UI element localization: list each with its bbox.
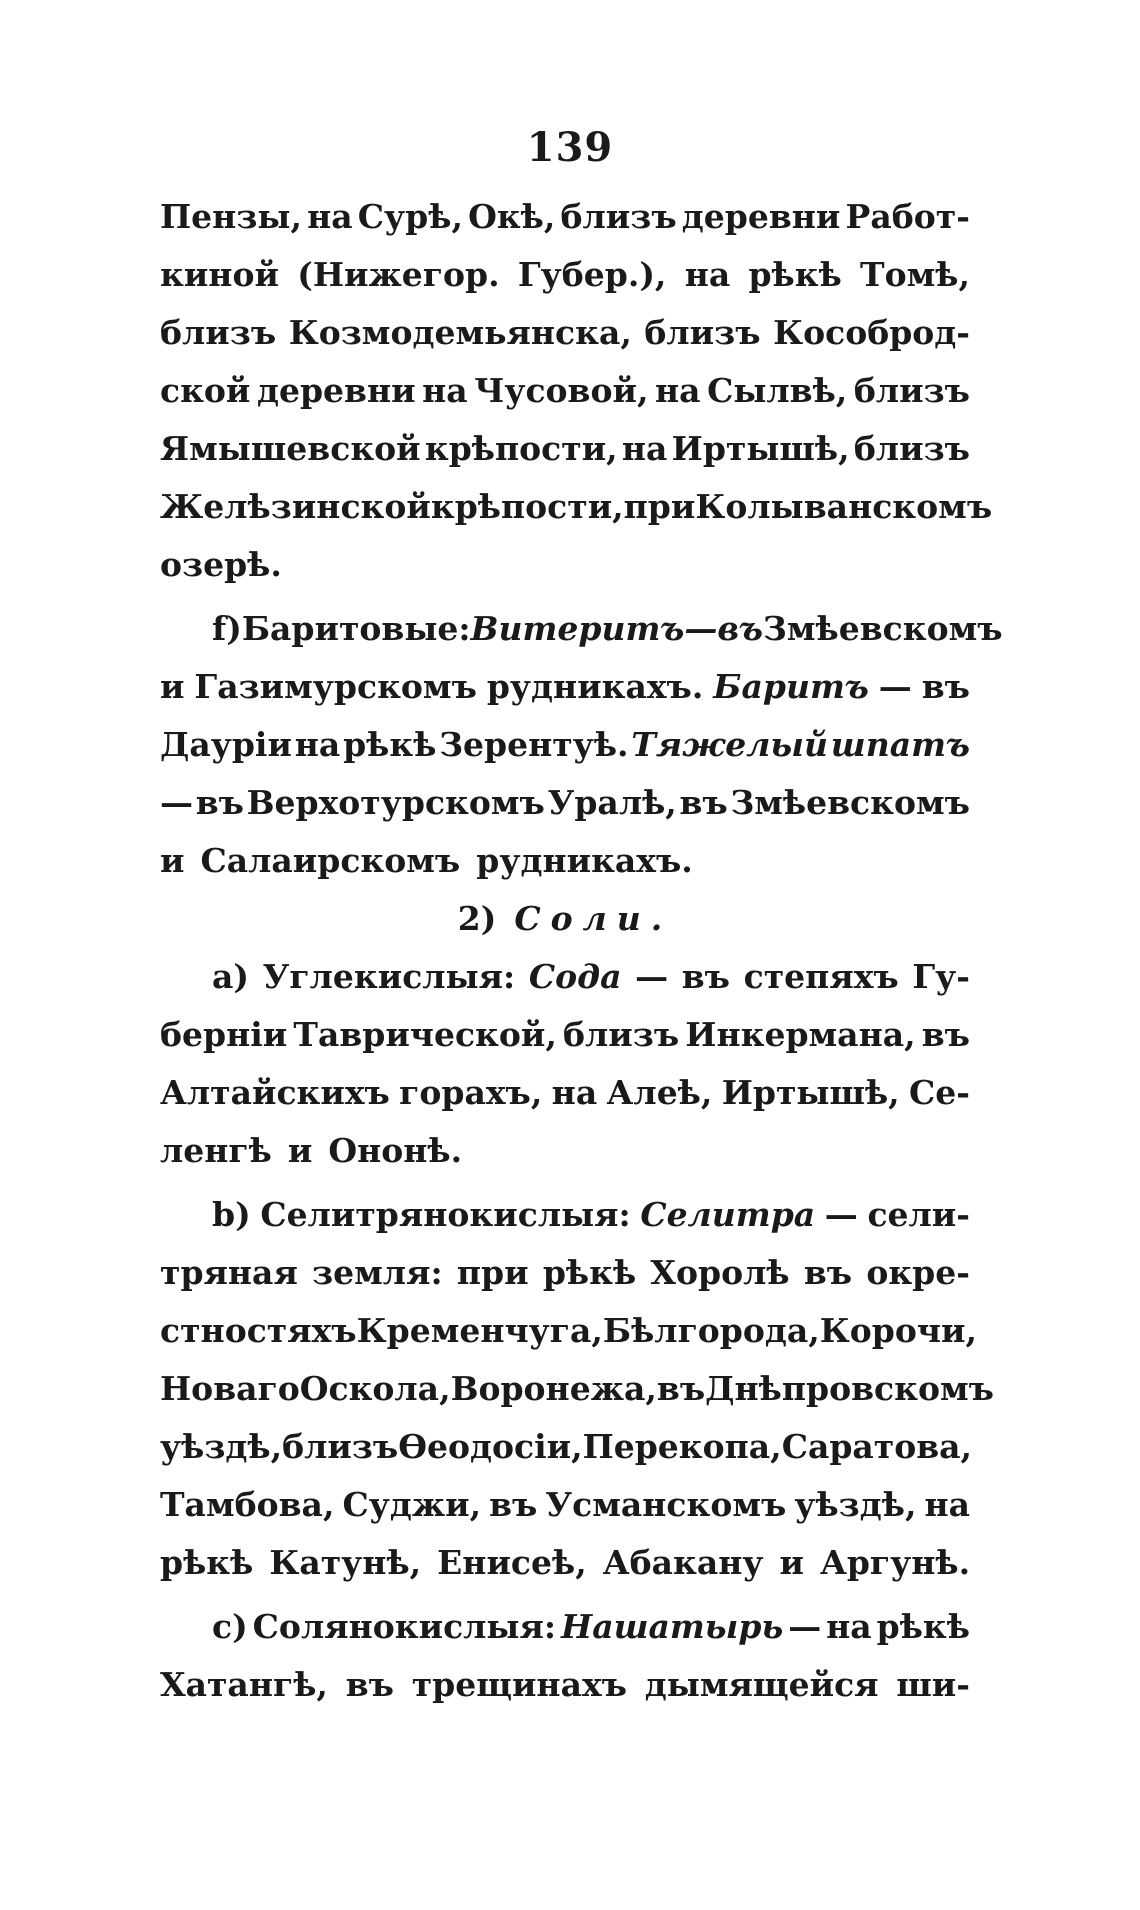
text-line bbox=[160, 1006, 970, 1064]
word: и bbox=[779, 1543, 804, 1582]
text-line bbox=[160, 1064, 970, 1122]
word: въ bbox=[345, 1665, 394, 1704]
word: на bbox=[621, 429, 668, 468]
word: Змѣевскомъ bbox=[730, 783, 970, 822]
word: и bbox=[160, 667, 185, 706]
word: рѣкѣ bbox=[542, 1253, 637, 1292]
word: Солянокислыя: bbox=[252, 1607, 557, 1646]
text-line bbox=[160, 1476, 970, 1534]
word: Соли. bbox=[514, 899, 673, 938]
word: степяхъ bbox=[743, 957, 899, 996]
word: — bbox=[878, 667, 912, 706]
word: Губер.), bbox=[517, 255, 667, 294]
word: ленгѣ bbox=[160, 1131, 272, 1170]
text-line bbox=[160, 246, 970, 304]
text-line bbox=[160, 1302, 977, 1360]
word: близъ bbox=[644, 313, 761, 352]
word: окре- bbox=[866, 1253, 970, 1292]
word: рѣкѣ bbox=[876, 1607, 970, 1646]
word: Змѣевскомъ bbox=[763, 609, 1003, 648]
text-line bbox=[160, 600, 1003, 658]
word: и bbox=[160, 841, 185, 880]
word: сели- bbox=[867, 1195, 970, 1234]
word: Бѣлгорода, bbox=[602, 1311, 820, 1350]
word: Енисеѣ, bbox=[437, 1543, 587, 1582]
text-line bbox=[160, 1534, 970, 1592]
text-line bbox=[160, 304, 970, 362]
word: Салаирскомъ bbox=[200, 841, 461, 880]
word: близъ bbox=[560, 197, 677, 236]
word: рѣкѣ bbox=[343, 725, 437, 764]
text-line bbox=[160, 362, 970, 420]
word: близъ bbox=[282, 1427, 399, 1466]
word: a) bbox=[212, 957, 249, 996]
word: горахъ, bbox=[399, 1073, 543, 1112]
word: Абакану bbox=[602, 1543, 764, 1582]
word: b) bbox=[212, 1195, 251, 1234]
word: на bbox=[924, 1485, 970, 1524]
word: крѣпости, bbox=[424, 429, 618, 468]
word: Колыванскомъ bbox=[695, 487, 993, 526]
word: Нашатырь bbox=[561, 1607, 784, 1646]
word: Новаго bbox=[160, 1369, 300, 1408]
word: Се- bbox=[909, 1073, 970, 1112]
word: Ононѣ. bbox=[328, 1131, 463, 1170]
word: 2) bbox=[457, 899, 497, 938]
word: Иртышѣ, bbox=[671, 429, 850, 468]
word: уѣздѣ, bbox=[794, 1485, 917, 1524]
word: Катунѣ, bbox=[269, 1543, 422, 1582]
word: Воронежа, bbox=[450, 1369, 657, 1408]
word: на bbox=[422, 371, 468, 410]
word: Газимурскомъ bbox=[194, 667, 477, 706]
text-line bbox=[160, 1186, 970, 1244]
word: уѣздѣ, bbox=[160, 1427, 283, 1466]
word: Селитра bbox=[640, 1195, 816, 1234]
word: берніи bbox=[160, 1015, 288, 1054]
word: при bbox=[456, 1253, 529, 1292]
text-line bbox=[160, 1656, 970, 1714]
text-line bbox=[160, 948, 970, 1006]
word: киной bbox=[160, 255, 279, 294]
word: крѣпости, bbox=[430, 487, 624, 526]
word: ши- bbox=[896, 1665, 970, 1704]
word: на bbox=[307, 197, 353, 236]
word: Верхотурскомъ bbox=[246, 783, 545, 822]
word: дымящейся bbox=[644, 1665, 879, 1704]
word: Инкермана, bbox=[685, 1015, 916, 1054]
word: трещинахъ bbox=[411, 1665, 627, 1704]
word: Алтайскихъ bbox=[160, 1073, 390, 1112]
word: Алеѣ, bbox=[606, 1073, 713, 1112]
word: ской bbox=[160, 371, 251, 410]
word: на bbox=[551, 1073, 598, 1112]
word: Чусовой, bbox=[474, 371, 649, 410]
word: близъ bbox=[853, 429, 970, 468]
word: тряная bbox=[160, 1253, 298, 1292]
word: рудникахъ. bbox=[476, 841, 693, 880]
word: земля: bbox=[312, 1253, 443, 1292]
word: и bbox=[287, 1131, 313, 1170]
word: въ bbox=[681, 957, 730, 996]
word: Сурѣ, bbox=[357, 197, 463, 236]
word: Суджи, bbox=[342, 1485, 482, 1524]
text-line bbox=[160, 658, 970, 716]
word: рѣкѣ bbox=[160, 1543, 254, 1582]
word: Уралѣ, bbox=[547, 783, 677, 822]
word: Зерентуѣ. bbox=[439, 725, 629, 764]
word: стностяхъ bbox=[160, 1311, 357, 1350]
word: Гу- bbox=[912, 957, 970, 996]
text-line bbox=[160, 188, 970, 246]
word: въ bbox=[679, 783, 728, 822]
page-number: 139 bbox=[526, 124, 614, 171]
text-line bbox=[160, 478, 993, 536]
text-line bbox=[160, 420, 970, 478]
word: f) bbox=[212, 609, 242, 648]
word: на bbox=[294, 725, 341, 764]
word: Оскола, bbox=[299, 1369, 451, 1408]
word: въ bbox=[489, 1485, 538, 1524]
word: озерѣ. bbox=[160, 545, 282, 584]
word: деревни bbox=[681, 197, 841, 236]
word: Хатангѣ, bbox=[160, 1665, 328, 1704]
word: Кособрод- bbox=[773, 313, 970, 352]
word: — bbox=[160, 783, 193, 822]
word: Тамбова, bbox=[160, 1485, 335, 1524]
word: при bbox=[623, 487, 696, 526]
word: рудникахъ. bbox=[486, 667, 704, 706]
word: Таврической, bbox=[293, 1015, 557, 1054]
word: Томѣ, bbox=[860, 255, 970, 294]
word: Окѣ, bbox=[468, 197, 556, 236]
word: близъ bbox=[563, 1015, 680, 1054]
word: — bbox=[788, 1607, 822, 1646]
word: (Нижегор. bbox=[297, 255, 500, 294]
text-line bbox=[160, 536, 970, 594]
word: Сылвѣ, bbox=[707, 371, 848, 410]
word: Тяжелый bbox=[631, 725, 828, 764]
word: c) bbox=[212, 1607, 248, 1646]
text-line bbox=[160, 774, 970, 832]
word: Дауріи bbox=[160, 725, 292, 764]
word: на bbox=[684, 255, 731, 294]
word: на bbox=[826, 1607, 872, 1646]
word: Иртышѣ, bbox=[721, 1073, 900, 1112]
word: — bbox=[824, 1195, 858, 1234]
word: Работ- bbox=[845, 197, 970, 236]
text-line bbox=[160, 1244, 970, 1302]
text-line bbox=[160, 1598, 970, 1656]
body-text bbox=[160, 188, 1003, 1714]
word: Баритъ bbox=[713, 667, 869, 706]
word: Ѳеодосіи, bbox=[398, 1427, 583, 1466]
word: шпатъ bbox=[830, 725, 970, 764]
text-line bbox=[160, 1122, 970, 1180]
word: — bbox=[635, 957, 669, 996]
word: на bbox=[654, 371, 701, 410]
word: деревни bbox=[256, 371, 416, 410]
word: Баритовые: bbox=[241, 609, 471, 648]
text-line bbox=[160, 1360, 994, 1418]
word: Витеритъ—въ bbox=[470, 609, 764, 648]
word: Углекислыя: bbox=[262, 957, 516, 996]
text-line bbox=[160, 832, 970, 890]
word: Пензы, bbox=[160, 197, 302, 236]
word: въ bbox=[656, 1369, 706, 1408]
word: Козмодемьянска, bbox=[288, 313, 632, 352]
word: близъ bbox=[160, 313, 277, 352]
word: Селитрянокислыя: bbox=[260, 1195, 631, 1234]
text-line bbox=[160, 716, 970, 774]
word: въ bbox=[921, 667, 970, 706]
text-line bbox=[160, 1418, 973, 1476]
word: Ямышевской bbox=[160, 429, 421, 468]
word: Перекопа, bbox=[582, 1427, 782, 1466]
word: въ bbox=[803, 1253, 853, 1292]
word: Корочи, bbox=[819, 1311, 977, 1350]
word: въ bbox=[921, 1015, 970, 1054]
word: Хоролѣ bbox=[650, 1253, 790, 1292]
word: Желѣзинской bbox=[160, 487, 431, 526]
word: Аргунѣ. bbox=[819, 1543, 971, 1582]
word: Сода bbox=[528, 957, 622, 996]
word: Днѣпровскомъ bbox=[705, 1369, 994, 1408]
word: Усманскомъ bbox=[545, 1485, 787, 1524]
word: рѣкѣ bbox=[748, 255, 842, 294]
word: Саратова, bbox=[781, 1427, 973, 1466]
word: Кременчуга, bbox=[356, 1311, 603, 1350]
word: близъ bbox=[853, 371, 970, 410]
word: въ bbox=[195, 783, 244, 822]
text-line bbox=[160, 890, 970, 948]
